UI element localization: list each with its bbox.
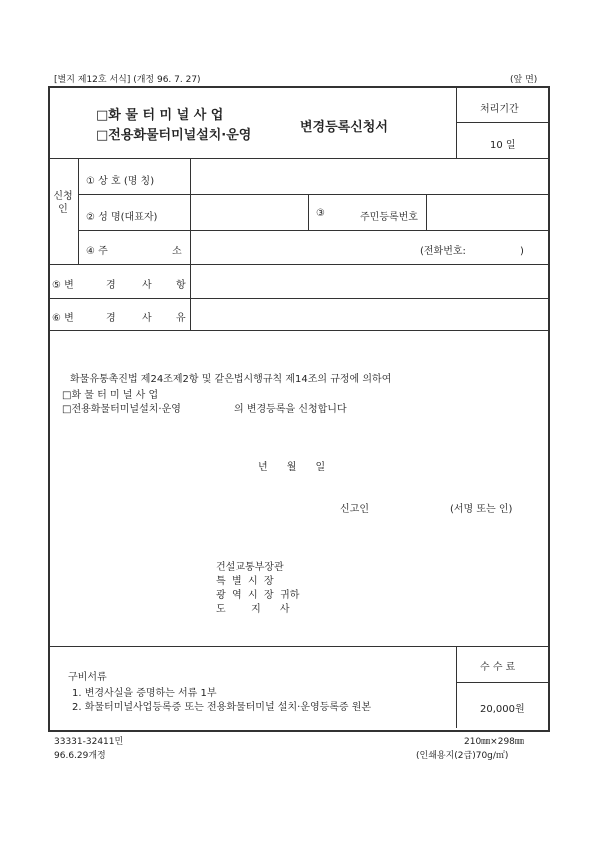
form-code: 33331-32411민 — [54, 737, 124, 747]
required-document-2: 2. 화물터미널사업등록증 또는 전용화물터미널 설치·운영등록증 원본 — [72, 702, 372, 713]
recipient-special-city: 특 별 시 장 — [216, 576, 274, 587]
statement-text: 화물유통촉진법 제24조제2항 및 같은법시행규칙 제14조의 규정에 의하여 — [70, 374, 392, 385]
document-title: 변경등록신청서 — [300, 120, 388, 135]
signature-field[interactable]: (서명 또는 인) — [450, 504, 513, 515]
field-change-reason-num: ⑥ 변 — [52, 313, 74, 324]
field-resident-number-num: ③ — [316, 208, 325, 219]
recipient-metro-city: 광 역 시 장 귀하 — [216, 590, 300, 601]
field-change-items-c3: 항 — [176, 280, 186, 291]
field-change-reason-c1: 경 — [106, 313, 116, 324]
business-name-input[interactable] — [192, 160, 544, 192]
page-side: (앞 면) — [510, 75, 538, 85]
change-reason-input[interactable] — [192, 300, 544, 328]
statement-option-dedicated-terminal[interactable]: □전용화물터미널설치·운영 — [62, 404, 181, 415]
field-representative-label: ② 성 명(대표자) — [86, 212, 158, 223]
paper-size: 210㎜×298㎜ — [464, 737, 524, 747]
processing-period-label: 처리기간 — [480, 104, 519, 115]
title-option-dedicated-terminal[interactable]: □전용화물터미널설치·운영 — [96, 128, 252, 143]
required-document-1: 1. 변경사실을 증명하는 서류 1부 — [72, 688, 217, 699]
processing-period-value: 10 일 — [490, 140, 516, 151]
resident-number-input[interactable] — [428, 196, 544, 228]
applicant-signature-label: 신고인 — [340, 504, 369, 515]
field-business-name-label: ① 상 호 (명 칭) — [86, 176, 155, 187]
statement-option-terminal-business[interactable]: □화 물 터 미 널 사 업 — [62, 390, 159, 401]
recipient-minister: 건설교통부장관 — [216, 562, 284, 573]
field-address-label: ④ 주 — [86, 246, 108, 257]
field-address-suffix: 소 — [172, 246, 182, 257]
field-change-reason-c3: 유 — [176, 313, 186, 324]
field-change-items-c2: 사 — [142, 280, 152, 291]
paper-spec: (인쇄용지(2급)70g/㎡) — [416, 751, 509, 761]
field-change-reason-c2: 사 — [142, 313, 152, 324]
field-change-items-c1: 경 — [106, 280, 116, 291]
change-items-input[interactable] — [192, 266, 544, 296]
field-resident-number-label: 주민등록번호 — [360, 212, 418, 223]
fee-value: 20,000원 — [480, 704, 525, 715]
required-documents-label: 구비서류 — [68, 672, 107, 683]
fee-label: 수 수 료 — [480, 662, 516, 673]
applicant-section-label: 신청인 — [53, 191, 73, 215]
phone-number-field[interactable]: (전화번호: ) — [420, 246, 524, 257]
recipient-governor: 도 지 사 — [216, 604, 290, 615]
form-number: [별지 제12호 서식] (개정 96. 7. 27) — [54, 75, 201, 85]
revision-date: 96.6.29개정 — [54, 751, 106, 761]
title-option-terminal-business[interactable]: □화 물 터 미 널 사 업 — [96, 108, 224, 123]
representative-input[interactable] — [192, 196, 306, 228]
field-change-items-num: ⑤ 변 — [52, 280, 74, 291]
statement-end: 의 변경등록을 신청합니다 — [234, 404, 347, 415]
date-field[interactable]: 년 월 일 — [258, 462, 326, 473]
